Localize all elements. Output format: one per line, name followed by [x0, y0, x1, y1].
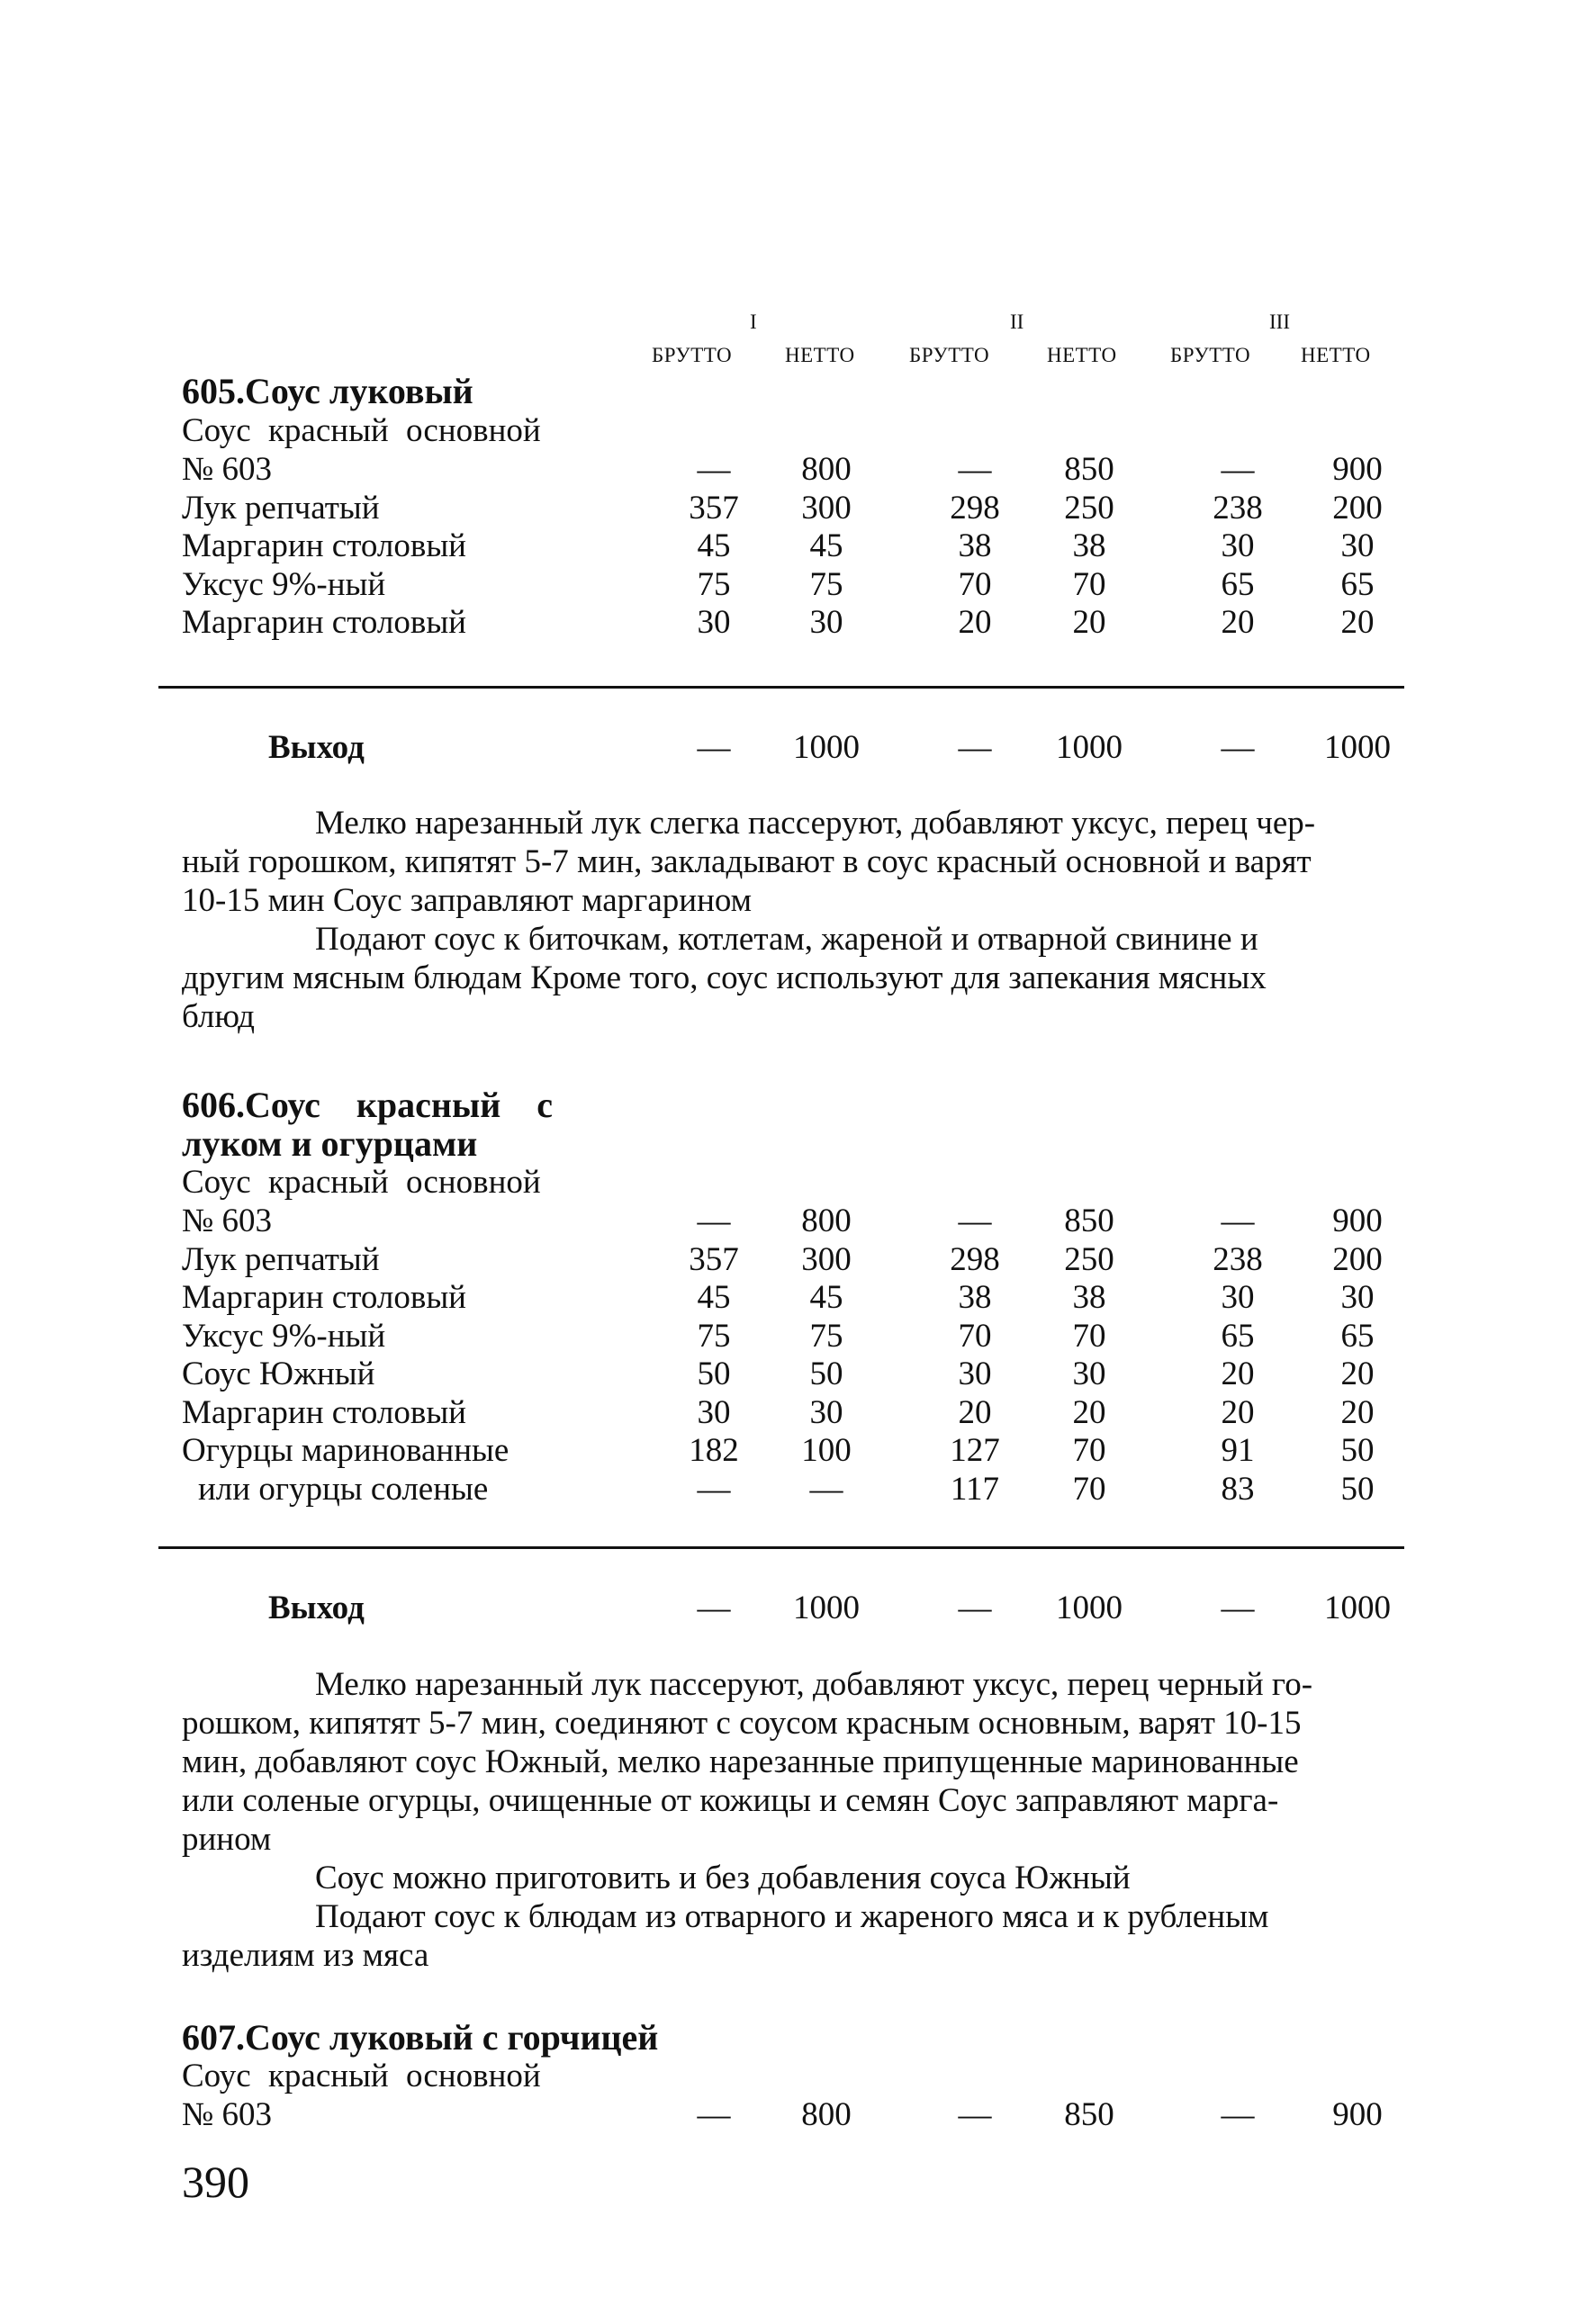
quantity-cell: 30: [697, 604, 731, 641]
yield-cell: 1000: [793, 1590, 860, 1626]
quantity-cell: 65: [1221, 1317, 1255, 1355]
col-netto-3: НЕТТО: [1301, 344, 1371, 366]
ingredient-name: или огурцы соленые: [198, 1470, 489, 1508]
roman-iii: III: [1269, 311, 1290, 333]
quantity-cell: 238: [1213, 1240, 1263, 1278]
roman-i: I: [750, 311, 757, 333]
text-line: или соленые огурцы, очищенные от кожицы и семян Соус заправляют марга-: [182, 1782, 1279, 1819]
quantity-cell: 38: [1072, 1279, 1106, 1316]
recipe-605-base: Соус красный основной: [182, 412, 541, 449]
quantity-cell: 800: [801, 2096, 852, 2133]
quantity-cell: 850: [1064, 2096, 1114, 2133]
quantity-cell: 20: [1340, 604, 1375, 641]
quantity-cell: 50: [1340, 1470, 1375, 1508]
yield-cell: —: [1221, 1590, 1255, 1626]
recipe-605-description: [182, 804, 1402, 1036]
text-line: 10-15 мин Соус заправляют маргарином: [182, 882, 753, 919]
ingredient-name: Маргарин столовый: [182, 527, 466, 564]
text-line: изделиям из мяса: [182, 1937, 429, 1974]
col-brutto-3: БРУТТО: [1170, 344, 1251, 366]
yield-cell: 1000: [793, 729, 860, 766]
recipe-606-description: [182, 1665, 1402, 1975]
quantity-cell: 70: [1072, 1317, 1106, 1355]
quantity-cell: 30: [1072, 1356, 1106, 1392]
text-line: другим мясным блюдам Кроме того, соус используют для запекания мясных: [182, 959, 1267, 996]
quantity-cell: 20: [1221, 1356, 1255, 1392]
quantity-cell: —: [958, 451, 992, 488]
quantity-cell: 70: [1072, 565, 1106, 603]
quantity-cell: 50: [809, 1356, 843, 1392]
quantity-cell: 30: [697, 1393, 731, 1431]
yield-cell: —: [958, 729, 992, 766]
quantity-cell: 70: [958, 565, 992, 603]
quantity-cell: —: [697, 2096, 731, 2133]
quantity-cell: 30: [809, 604, 843, 641]
quantity-cell: 75: [697, 565, 731, 603]
quantity-cell: 20: [1221, 604, 1255, 641]
quantity-cell: 83: [1221, 1470, 1255, 1508]
quantity-cell: 30: [1221, 527, 1255, 564]
text-line: рином: [182, 1821, 272, 1858]
quantity-cell: 30: [1340, 527, 1375, 564]
col-netto-2: НЕТТО: [1047, 344, 1117, 366]
quantity-cell: 200: [1332, 489, 1383, 527]
quantity-cell: —: [697, 1470, 731, 1508]
quantity-cell: 850: [1064, 1203, 1114, 1239]
page-number: 390: [182, 2157, 249, 2207]
quantity-cell: 75: [809, 565, 843, 603]
quantity-cell: 100: [801, 1432, 852, 1469]
rule-605: [158, 686, 1404, 689]
quantity-cell: 800: [801, 451, 852, 488]
yield-606-label: Выход: [268, 1590, 365, 1626]
quantity-cell: 900: [1332, 1203, 1383, 1239]
ingredient-name: Уксус 9%-ный: [182, 565, 386, 603]
quantity-cell: 50: [1340, 1432, 1375, 1469]
quantity-cell: —: [1221, 451, 1255, 488]
ingredient-name: Огурцы маринованные: [182, 1432, 509, 1469]
ingredient-name: Лук репчатый: [182, 1240, 380, 1278]
text-line: Подают соус к биточкам, котлетам, жареной и отварной свинине и: [315, 921, 1258, 958]
quantity-cell: 70: [958, 1317, 992, 1355]
quantity-cell: 250: [1064, 1240, 1114, 1278]
ingredient-name: № 603: [182, 1203, 273, 1239]
text-line: Соус можно приготовить и без добавления соуса Южный: [315, 1860, 1131, 1896]
quantity-cell: —: [809, 1470, 843, 1508]
ingredient-name: Уксус 9%-ный: [182, 1317, 386, 1355]
yield-cell: 1000: [1324, 1590, 1391, 1626]
quantity-cell: —: [958, 1203, 992, 1239]
quantity-cell: 30: [958, 1356, 992, 1392]
quantity-cell: 900: [1332, 2096, 1383, 2133]
col-netto-1: НЕТТО: [785, 344, 855, 366]
quantity-cell: 75: [809, 1317, 843, 1355]
recipe-606-base: Соус красный основной: [182, 1164, 541, 1201]
yield-cell: 1000: [1324, 729, 1391, 766]
quantity-cell: 800: [801, 1203, 852, 1239]
quantity-cell: —: [958, 2096, 992, 2133]
yield-cell: —: [1221, 729, 1255, 766]
col-brutto-2: БРУТТО: [909, 344, 990, 366]
yield-cell: 1000: [1056, 1590, 1123, 1626]
quantity-cell: —: [697, 451, 731, 488]
quantity-cell: 30: [1340, 1279, 1375, 1316]
quantity-cell: 200: [1332, 1240, 1383, 1278]
quantity-cell: 20: [1221, 1393, 1255, 1431]
rule-606: [158, 1546, 1404, 1549]
quantity-cell: 182: [689, 1432, 739, 1469]
ingredient-name: № 603: [182, 2096, 273, 2133]
quantity-cell: —: [697, 1203, 731, 1239]
yield-cell: —: [697, 729, 731, 766]
quantity-cell: 117: [950, 1470, 1000, 1508]
ingredient-name: Маргарин столовый: [182, 1393, 466, 1431]
recipe-607-title: 607.Соус луковый с горчицей: [182, 2017, 659, 2058]
quantity-cell: 38: [958, 527, 992, 564]
ingredient-name: Маргарин столовый: [182, 1279, 466, 1316]
quantity-cell: 30: [809, 1393, 843, 1431]
quantity-cell: 45: [697, 1279, 731, 1316]
quantity-cell: —: [1221, 2096, 1255, 2133]
quantity-cell: 50: [697, 1356, 731, 1392]
quantity-cell: 20: [1072, 1393, 1106, 1431]
recipe-605-title: 605.Соус луковый: [182, 371, 473, 411]
text-line: ный горошком, кипятят 5-7 мин, закладывают в соус красный основной и варят: [182, 843, 1312, 880]
quantity-cell: 45: [809, 1279, 843, 1316]
recipe-607-base: Соус красный основной: [182, 2058, 541, 2094]
text-line: Мелко нарезанный лук слегка пассеруют, добавляют уксус, перец чер-: [315, 805, 1316, 842]
quantity-cell: 70: [1072, 1432, 1106, 1469]
quantity-cell: 20: [1340, 1393, 1375, 1431]
ingredient-name: Маргарин столовый: [182, 604, 466, 641]
quantity-cell: 75: [697, 1317, 731, 1355]
ingredient-name: Лук репчатый: [182, 489, 380, 527]
quantity-cell: 250: [1064, 489, 1114, 527]
quantity-cell: 298: [950, 489, 1000, 527]
roman-ii: II: [1010, 311, 1024, 333]
quantity-cell: 70: [1072, 1470, 1106, 1508]
yield-cell: 1000: [1056, 729, 1123, 766]
text-line: блюд: [182, 998, 255, 1035]
quantity-cell: 38: [958, 1279, 992, 1316]
quantity-cell: 45: [809, 527, 843, 564]
quantity-cell: 38: [1072, 527, 1106, 564]
ingredient-name: Соус Южный: [182, 1356, 375, 1392]
text-line: мин, добавляют соус Южный, мелко нарезанные припущенные маринованные: [182, 1743, 1299, 1780]
recipe-606-title-line2: луком и огурцами: [182, 1123, 478, 1164]
quantity-cell: 20: [958, 1393, 992, 1431]
quantity-cell: 300: [801, 1240, 852, 1278]
ingredient-name: № 603: [182, 451, 273, 488]
quantity-cell: 357: [689, 489, 739, 527]
quantity-cell: 20: [958, 604, 992, 641]
quantity-cell: 238: [1213, 489, 1263, 527]
quantity-cell: 357: [689, 1240, 739, 1278]
quantity-cell: 900: [1332, 451, 1383, 488]
col-brutto-1: БРУТТО: [652, 344, 733, 366]
quantity-cell: 45: [697, 527, 731, 564]
quantity-cell: 127: [950, 1432, 1000, 1469]
yield-605-label: Выход: [268, 729, 365, 766]
quantity-cell: —: [1221, 1203, 1255, 1239]
recipe-606-title: 606.Соус красный с: [182, 1085, 554, 1125]
quantity-cell: 30: [1221, 1279, 1255, 1316]
text-line: рошком, кипятят 5-7 мин, соединяют с соусом красным основным, варят 10-15: [182, 1705, 1302, 1742]
quantity-cell: 298: [950, 1240, 1000, 1278]
quantity-cell: 20: [1340, 1356, 1375, 1392]
text-line: Мелко нарезанный лук пассеруют, добавляют уксус, перец черный го-: [315, 1666, 1313, 1703]
yield-cell: —: [697, 1590, 731, 1626]
text-line: Подают соус к блюдам из отварного и жареного мяса и к рубленым: [315, 1898, 1269, 1935]
quantity-cell: 300: [801, 489, 852, 527]
quantity-cell: 850: [1064, 451, 1114, 488]
quantity-cell: 65: [1221, 565, 1255, 603]
quantity-cell: 65: [1340, 565, 1375, 603]
quantity-cell: 20: [1072, 604, 1106, 641]
yield-cell: —: [958, 1590, 992, 1626]
quantity-cell: 65: [1340, 1317, 1375, 1355]
quantity-cell: 91: [1221, 1432, 1255, 1469]
